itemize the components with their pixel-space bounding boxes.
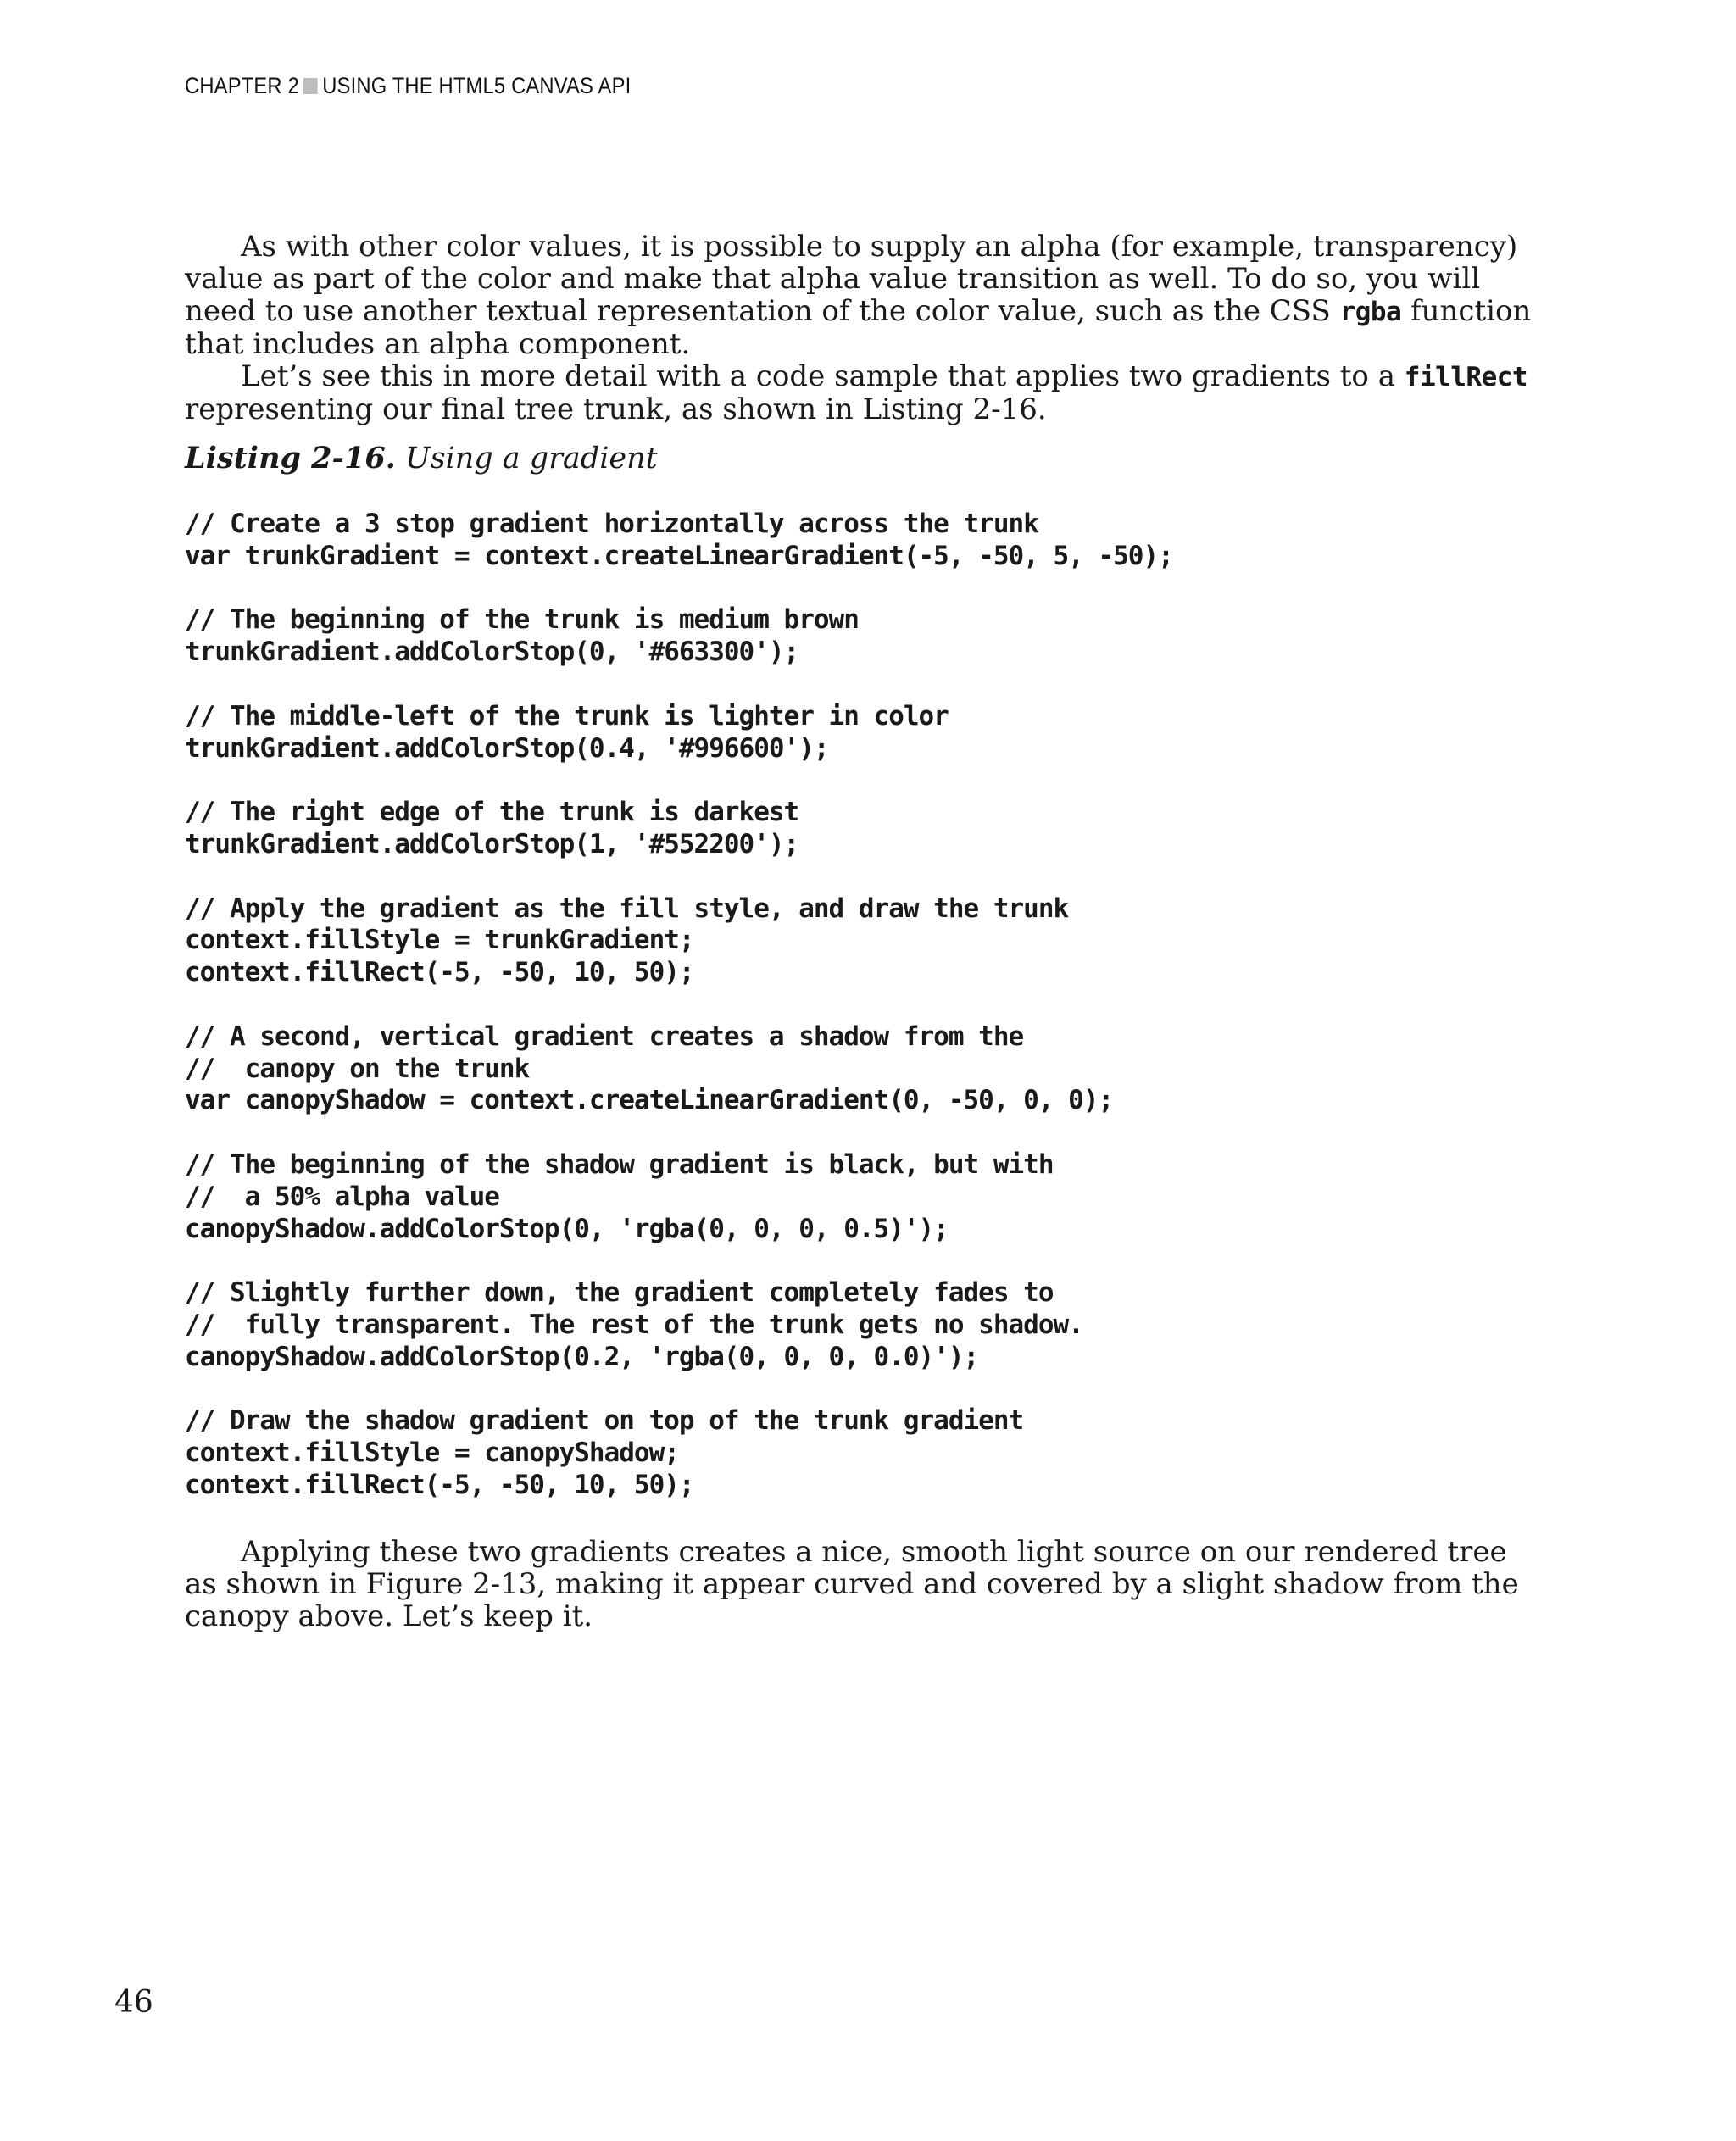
code-line [185, 989, 1173, 1021]
inline-code-fillrect: fillRect [1404, 362, 1528, 392]
outro-text [185, 1536, 1545, 1632]
code-line: // The right edge of the trunk is darkest [185, 797, 799, 828]
code-line [185, 1374, 1173, 1406]
code-line: // The beginning of the shadow gradient is black, but with [185, 1148, 1054, 1180]
code-line: // A second, vertical gradient creates a shadow from the [185, 1020, 1024, 1052]
code-line [185, 1117, 1173, 1149]
code-line: var trunkGradient = context.createLinearGradient(-5, -50, 5, -50); [185, 540, 1173, 571]
code-line [185, 765, 1173, 797]
code-line: // fully transparent. The rest of the trunk gets no shadow. [185, 1309, 1083, 1340]
outro-paragraph-1: Applying these two gradients creates a nice, smooth light source on our rendered tree as shown in Figure 2-13, making it appear curved and covered by a slight shadow from the canopy above. Let’s keep it. [185, 1535, 1519, 1633]
code-line: // canopy on the trunk [185, 1053, 530, 1084]
code-line: // Slightly further down, the gradient completely fades to [185, 1277, 1054, 1309]
inline-code-rgba: rgba [1339, 297, 1402, 327]
code-line: context.fillStyle = trunkGradient; [185, 925, 694, 956]
listing-caption [185, 441, 658, 475]
header-separator-square-icon [303, 78, 318, 94]
chapter-title: USING THE HTML5 CANVAS API [322, 73, 632, 98]
code-line: // Apply the gradient as the fill style, and draw the trunk [185, 893, 1069, 924]
code-line: trunkGradient.addColorStop(0, '#663300'); [185, 637, 799, 668]
intro-paragraph-1: As with other color values, it is possible to supply an alpha (for example, transparency) value as part of the color and make that alpha value transition as well. To do so, you will need to use another textual representation of the color value, such as the CSS rgba function that includes an alpha component. [185, 230, 1532, 361]
code-line [185, 1245, 1173, 1277]
code-line: // Draw the shadow gradient on top of the trunk gradient [185, 1405, 1024, 1437]
code-line [185, 573, 1173, 605]
code-listing [185, 509, 1173, 1502]
code-line: canopyShadow.addColorStop(0, 'rgba(0, 0, 0, 0.5)'); [185, 1213, 949, 1244]
code-line: // The middle-left of the trunk is lighter in color [185, 700, 949, 731]
code-line: trunkGradient.addColorStop(1, '#552200'); [185, 828, 799, 859]
code-line: trunkGradient.addColorStop(0.4, '#996600'); [185, 732, 829, 764]
listing-label: Listing 2-16. [185, 441, 396, 475]
code-line: var canopyShadow = context.createLinearGradient(0, -50, 0, 0); [185, 1085, 1114, 1116]
listing-title: Using a gradient [395, 442, 658, 475]
code-line: // a 50% alpha value [185, 1181, 499, 1212]
code-line [185, 669, 1173, 701]
intro-text [185, 231, 1545, 425]
code-line [185, 861, 1173, 893]
page-number: 46 [114, 1985, 153, 2020]
code-line: // The beginning of the trunk is medium brown [185, 604, 859, 636]
code-line: // Create a 3 stop gradient horizontally across the trunk [185, 509, 1038, 539]
chapter-label: CHAPTER 2 [185, 73, 299, 98]
intro-paragraph-2: Let’s see this in more detail with a code sample that applies two gradients to a fillRect representing our final tree trunk, as shown in Listing 2-16. [185, 359, 1528, 426]
code-line: canopyShadow.addColorStop(0.2, 'rgba(0, 0, 0, 0.0)'); [185, 1341, 979, 1372]
code-line: context.fillStyle = canopyShadow; [185, 1438, 679, 1469]
code-line: context.fillRect(-5, -50, 10, 50); [185, 957, 694, 988]
running-header [185, 73, 631, 99]
code-line: context.fillRect(-5, -50, 10, 50); [185, 1469, 694, 1500]
